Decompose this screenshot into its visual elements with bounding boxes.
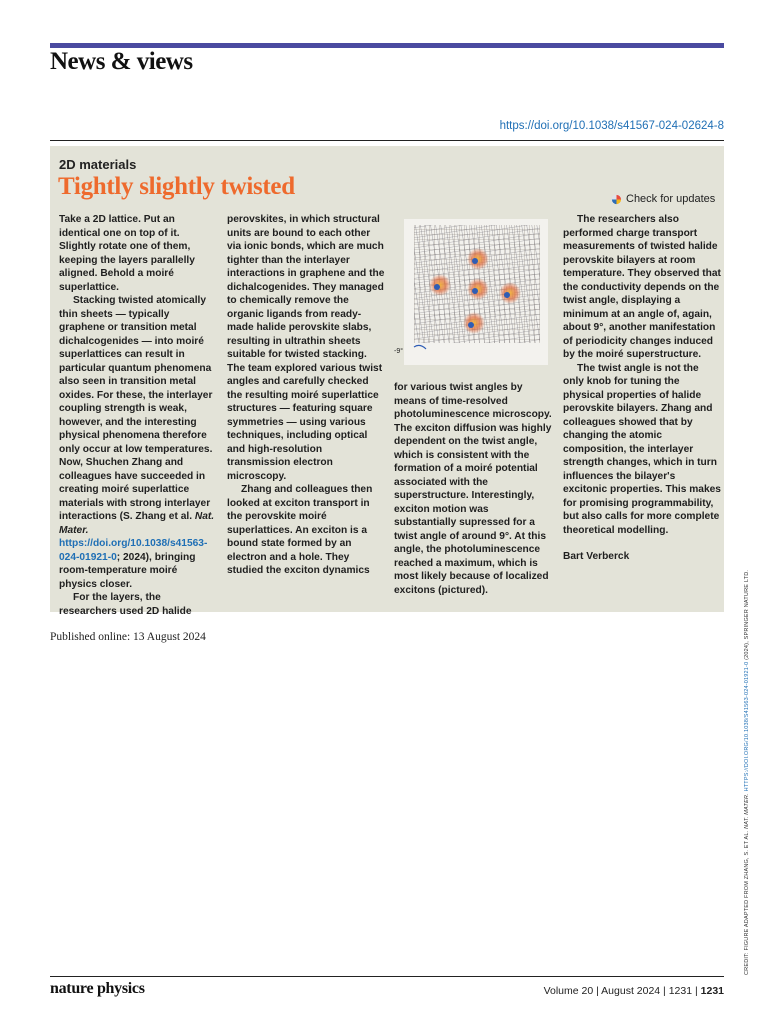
col4-paragraph-2: The twist angle is not the only knob for tuning the physical properties of halide perovskite bilayers. Zhang and colleagues showed that by changing the atomic composition, the interlayer strength changes, which in turn influences the bilayer's excitonic properties. This makes for promising programmability, but also calls for more complete theoretical modelling. [563, 362, 721, 536]
section-title: News & views [50, 48, 193, 75]
footer-rule [50, 976, 724, 977]
credit-journal: NAT. MATER. [744, 793, 750, 829]
article-kicker: 2D materials [59, 157, 137, 172]
credit-prefix: CREDIT: FIGURE ADAPTED FROM ZHANG, S. ET AL. [744, 830, 750, 975]
article-headline: Tightly slightly twisted [58, 173, 295, 200]
article-column-2 [227, 213, 385, 578]
journal-name: Nat. Mater. [59, 511, 215, 536]
article-column-3 [394, 381, 552, 597]
check-updates-button[interactable] [611, 193, 715, 205]
check-updates-icon [611, 194, 622, 205]
volume-info [544, 985, 724, 997]
published-date: Published online: 13 August 2024 [50, 631, 206, 643]
col1-p2-end: ; 2024), bringing room-temperature moiré physics closer. [59, 551, 196, 590]
article-column-4 [563, 213, 721, 564]
col1-paragraph-2 [59, 294, 215, 591]
col1-paragraph-1: Take a 2D lattice. Put an identical one on top of it. Slightly rotate one of them, keeping the layers parallelly aligned. Behold a moiré superlattice. [59, 214, 195, 293]
reference-link[interactable]: https://doi.org/10.1038/s41563-024-01921-0 [59, 538, 208, 563]
doi-link[interactable]: https://doi.org/10.1038/s41567-024-02624-8 [499, 120, 724, 132]
col4-paragraph-1: The researchers also performed charge transport measurements of twisted halide perovskite bilayers at room temperature. They observed that the conductivity depends on the twist angle, displaying a minimum at an angle of, again, about 9°, another manifestation of periodicity changes induced by the moiré superstructure. [563, 214, 721, 360]
check-updates-label: Check for updates [626, 193, 716, 205]
col2-paragraph-2: Zhang and colleagues then looked at exciton transport in the perovskite moiré superlattices. An exciton is a bound state formed by an electron and a hole. They studied the exciton dynamics [227, 484, 373, 576]
col1-p2-text: Stacking twisted atomically thin sheets — typically graphene or transition metal dichalcogenides — into moiré superlattices can result in particular quantum phenomena also seen in transition metal oxides. For these, the interlayer coupling strength is weak, however, and the interesting physical phenomena therefore only occur at low temperatures. Now, Shuchen Zhang and colleagues have succeeded in creating moiré superlattice materials with strong interlayer interactions (S. Zhang et al. [59, 295, 213, 522]
journal-brand: nature physics [50, 980, 145, 997]
moire-lattice-image [394, 219, 548, 365]
col3-paragraph-1: for various twist angles by means of time-resolved photoluminescence microscopy. The exciton diffusion was highly dependent on the twist angle, which is consistent with the formation of a moiré potential associated with the superstructure. Interestingly, exciton motion was substantially supressed for a twist angle of around 9°. At this angle, the photoluminescence reached a maximum, which is most likely because of localized excitons (pictured). [394, 382, 552, 596]
article-column-1 [59, 213, 215, 618]
credit-link[interactable]: HTTPS://DOI.ORG/10.1038/S41563-024-01921-0 [744, 661, 750, 792]
figure-credit [744, 570, 750, 975]
col2-paragraph-1: perovskites, in which structural units are bound to each other via ionic bonds, which are much tighter than the interlayer interactions in graphene and the dichalcogenides. They managed to chemically remove the organic ligands from ready-made halide perovskite slabs, resulting in ultrathin sheets suitable for twisted stacking. The team explored various twist angles and carefully checked the resulting moiré superlattice structures — featuring square symmetries — using various techniques, including optical and high-resolution transmission electron microscopy. [227, 214, 385, 482]
page-number: 1231 [700, 985, 724, 997]
author-name: Bart Verberck [563, 551, 630, 562]
col1-paragraph-3: For the layers, the researchers used 2D halide [59, 592, 192, 617]
volume-text: Volume 20 | August 2024 | 1231 | [543, 985, 698, 997]
credit-suffix: (2024), SPRINGER NATURE LTD. [744, 569, 750, 660]
figure-angle-label: -9° [394, 348, 404, 355]
moire-figure [394, 219, 548, 365]
header-rule [50, 140, 724, 141]
